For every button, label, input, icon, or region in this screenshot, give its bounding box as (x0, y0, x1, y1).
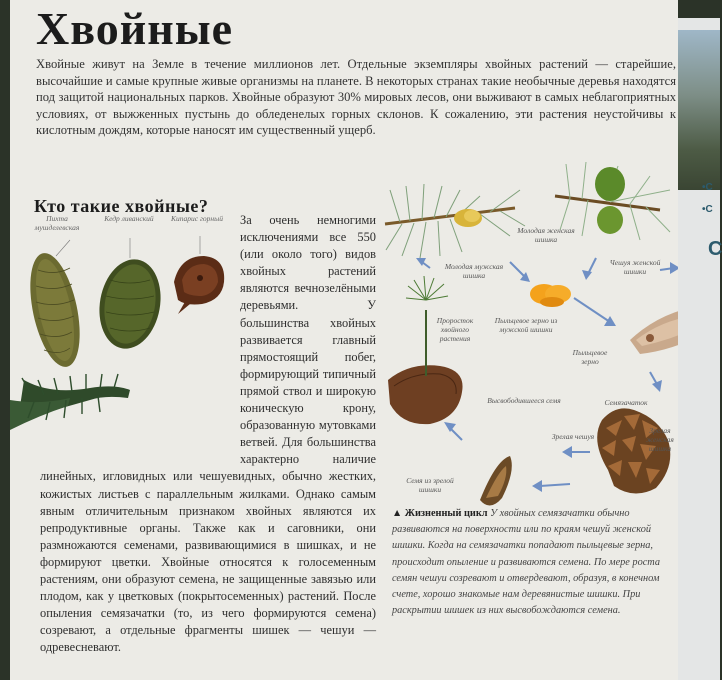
label-young-male-cone: Молодая мужская шишка (444, 262, 504, 280)
label-pollen-from-male: Пыльцевое зерно из мужской шишки (494, 316, 558, 334)
book-page (10, 0, 678, 680)
next-page-glyph-2: •С (702, 204, 713, 215)
section-heading: Кто такие хвойные? (34, 196, 209, 216)
intro-paragraph: Хвойные живут на Земле в течение миллионов лет. Отдельные экземпляры хвойных растений — старейшие, высочайшие и самые крупные живые организмы на планете. В некоторых странах такие необычные деревья находятся под защитой национальных парков. Хвойные образуют 30% мировых лесов, они выживают в самых неблагоприятных условиях, от выжженных пустынь до обледенелых горных склонов. К сожалению, эти растения неустойчивы к кислотным дождям, которые наносят им существенный ущерб. (36, 57, 676, 138)
next-page-photo (678, 30, 720, 190)
label-mature-scale: Зрелая чешуя (551, 432, 595, 441)
next-page-edge (678, 18, 720, 680)
label-ovule: Семязачаток (604, 398, 648, 407)
cone-label-cypress: Кипарис горный (171, 214, 223, 223)
label-pollen: Пыльцевое зерно (572, 348, 608, 366)
label-released-seed: Высвободившееся семя (487, 396, 561, 405)
lifecycle-caption (392, 506, 678, 619)
label-female-scale: Чешуя женской шишки (609, 258, 661, 276)
next-page-glyph-3: С (708, 238, 722, 260)
caption-marker: ▲ (392, 508, 403, 519)
page-title: Хвойные (36, 3, 234, 54)
cone-label-fir: Пихта мушделевская (34, 214, 80, 232)
seedling-illustration (388, 276, 463, 424)
label-young-female-cone: Молодая женская шишка (517, 226, 575, 244)
male-cone-branch-illustration (385, 184, 525, 258)
label-seed-from-cone: Семя из зрелой шишки (406, 476, 454, 494)
pollen-grain-illustration (530, 284, 571, 307)
cone-label-cedar: Кедр ливанский (104, 214, 154, 223)
label-mature-female-cone: Зрелая женская шишка (646, 426, 674, 453)
released-seed-illustration (480, 456, 512, 506)
label-seedling: Проросток хвойного растения (436, 316, 474, 343)
body-text: За очень немногими исключениями все 550 (или около того) видов хвойных растений являются вечнозелёными деревьями. У большинства хвойных развивается главный прямостоящий побег, формирующий типичный прямой ствол и широкую коническую крону, образованную мутовками ветвей. Для большинства характерно наличие линейных, игловидных или чешуевидных, обычно жестких, кожистых листьев с параллельным жилками. Однако самым явным отличительным признаком хвойных являются их репродуктивные органы. Также как и саговники, они размножаются семенами, развивающимися в шишках, и не формируют цветки. Хвойные относятся к голосеменным растениям, они образуют семена, не защищенные завязью или плодом, как у цветковых (покрытосеменных) растений. После опыления семязачатки (то, из чего формируются семена) созревают, а отдельные фрагменты шишек — чешуи — одревесневают. (40, 213, 376, 655)
caption-text: У хвойных семязачатки обычно развиваются на поверхности или по краям чешуй женской шишки. Когда на семязачатки попадают пыльцевые зерна, происходит опыление и развиваются семена. По мере роста семян чешуи созревают и отвердевают, образуя, в конечном счете, хорошо знакомые нам деревянистые шишки. При раскрытии шишек из них высвобождаются семена. (392, 508, 661, 617)
next-page-glyph-1: •С (702, 182, 713, 193)
caption-lead: Жизненный цикл (404, 508, 488, 519)
